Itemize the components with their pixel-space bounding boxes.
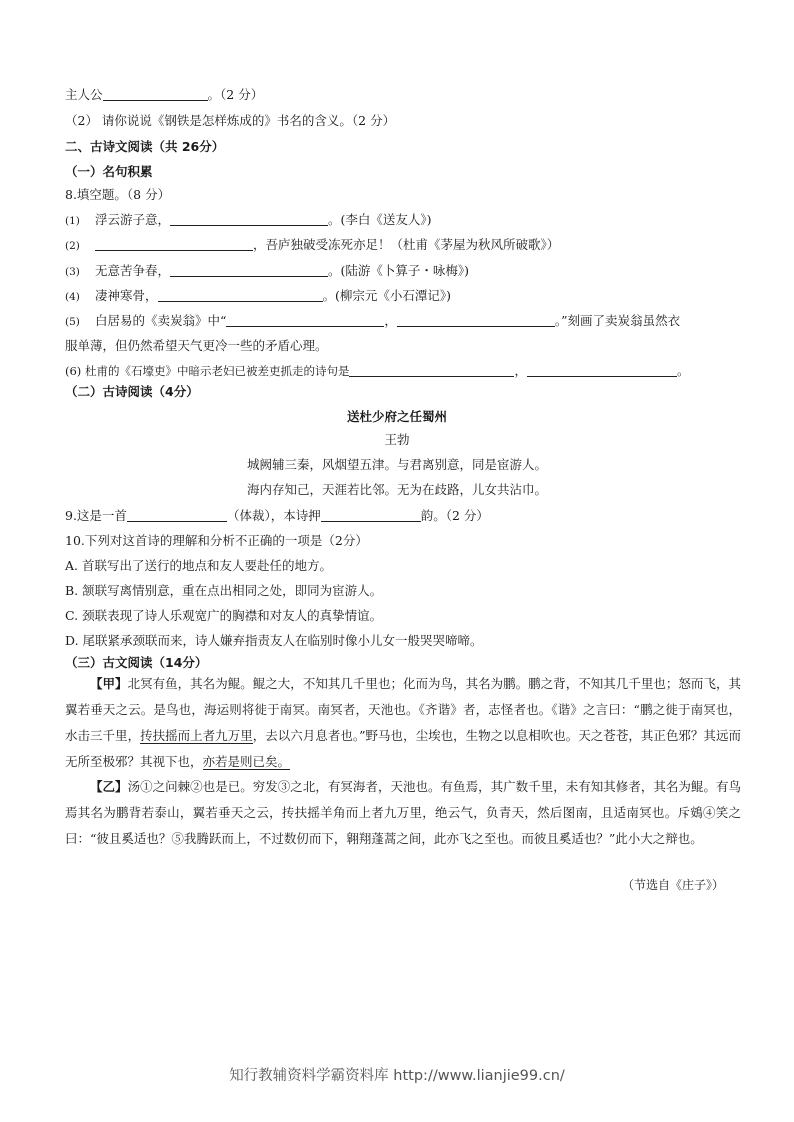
- option-d[interactable]: D. 尾联紧承颈联而来，诗人嫌弃指责友人在临别时像小儿女一般哭哭啼啼。: [65, 633, 483, 648]
- subsection-title: （三）古文阅读（14分）: [65, 655, 208, 670]
- option-b[interactable]: B. 颔联写离情别意，重在点出相同之处，即同为宦游人。: [65, 583, 383, 598]
- item-text: 。: [676, 363, 690, 378]
- fill-item: [65, 211, 432, 230]
- fill-item: [65, 312, 680, 331]
- question-line: [65, 507, 489, 525]
- poem-line: 海内存知己，天涯若比邻。无为在歧路，儿女共沾巾。: [246, 482, 547, 497]
- answer-blank[interactable]: [95, 237, 253, 251]
- question-line: 10.下列对这首诗的理解和分析不正确的一项是（2分）: [65, 533, 368, 548]
- source-citation: （节选自《庄子》）: [621, 878, 724, 892]
- answer-blank[interactable]: [170, 212, 328, 226]
- fill-item: [65, 236, 559, 255]
- fill-item: [65, 262, 469, 281]
- question-text: 主人公: [65, 87, 103, 102]
- passage-text: ，去以六月息者也。”野马也，尘埃也，生物之以息相吹也。天之苍苍，其正色邪？其远而无所至极邪？其视下也，: [65, 728, 741, 769]
- question-text: 韵。（2 分）: [420, 508, 489, 523]
- question-text: 9.这是一首: [65, 508, 127, 523]
- passage-text: 汤①之问棘②也是已。穷发③之北，有冥海者，天池也。有鱼焉，其广数千里，未有知其修者，其名为鲲。有鸟焉其名为鹏背若泰山，翼若垂天之云，抟扶摇羊角而上者九万里，绝云气，负青天，然后图南，且适南冥也。斥鴳④笑之曰：“彼且奚适也？⑤我腾跃而上，不过数仞而下，翱翔蓬蒿之间，此亦飞之至也。而彼且奚适也？”此小大之辩也。: [65, 779, 741, 846]
- item-number: (1): [65, 215, 80, 227]
- item-text: 。(陆游《卜算子・咏梅》): [328, 263, 470, 278]
- item-text: 白居易的《卖炭翁》中“: [95, 313, 227, 328]
- passage-jia: [65, 671, 741, 775]
- subsection-title: （一）名句积累: [65, 164, 153, 179]
- option-a[interactable]: A. 首联写出了送行的地点和友人要赴任的地方。: [65, 558, 332, 573]
- poem-line: 城阙辅三秦，风烟望五津。与君离别意，同是宦游人。: [246, 457, 547, 472]
- question-text: 。（2 分）: [207, 87, 264, 102]
- question-title: 8.填空题。（8 分）: [65, 187, 171, 202]
- answer-blank[interactable]: [226, 313, 384, 327]
- question-text: （体裁），本诗押: [226, 508, 321, 523]
- passage-yi: [65, 774, 741, 852]
- subsection-title: （二）古诗阅读（4分）: [65, 384, 199, 399]
- passage-label: 【甲】: [90, 676, 128, 691]
- question-line: （2） 请你说说《钢铁是怎样炼成的》书名的含义。（2 分）: [65, 113, 396, 128]
- poem-author: 王勃: [384, 432, 410, 447]
- item-number: (4): [65, 291, 80, 303]
- item-number: (2): [65, 240, 80, 252]
- passage-text: 北冥有鱼，其名为鲲。鲲之大，不知其几千里也；化而为鸟，其名为鹏。鹏之背，不知其几千里也；怒而飞，其翼若垂天之云。是鸟也，海运则将徙于南冥。南冥者，天池也。《齐谐》者，志怪者也。《谐》之言曰：“鹏之徙于南冥也，水击三千里，: [65, 676, 741, 743]
- fill-item-continued: 服单薄，但仍然希望天气更冷一些的矛盾心理。: [65, 338, 328, 353]
- answer-blank[interactable]: [321, 508, 421, 522]
- item-text: 。(李白《送友人》): [328, 212, 432, 227]
- item-number: (5): [65, 316, 80, 328]
- answer-blank[interactable]: [397, 313, 555, 327]
- answer-blank[interactable]: [127, 508, 227, 522]
- item-text: ，: [514, 363, 527, 378]
- passage-label: 【乙】: [90, 779, 128, 794]
- item-text: ，: [384, 313, 397, 328]
- item-number: (3): [65, 266, 80, 278]
- item-text: 无意苦争春，: [95, 263, 171, 278]
- section-title: 二、古诗文阅读（共 26分）: [65, 139, 225, 154]
- answer-blank[interactable]: [170, 263, 328, 277]
- fill-item: [65, 287, 451, 306]
- answer-blank[interactable]: [158, 288, 323, 302]
- item-text: 。”刻画了卖炭翁虽然衣: [554, 313, 681, 328]
- item-text: 凄神寒骨，: [95, 288, 158, 303]
- item-text: ，吾庐独破受冻死亦足！（杜甫《茅屋为秋风所破歌》）: [253, 237, 560, 252]
- question-line: [65, 86, 263, 104]
- answer-blank[interactable]: [349, 363, 514, 377]
- item-text: 浮云游子意，: [95, 212, 171, 227]
- answer-blank[interactable]: [527, 363, 677, 377]
- footer-watermark: 知行教辅资料学霸资料库 http://www.lianjie99.cn/: [229, 1068, 565, 1084]
- underlined-phrase: 亦若是则已矣。: [202, 754, 291, 769]
- option-c[interactable]: C. 颈联表现了诗人乐观宽广的胸襟和对友人的真挚情谊。: [65, 608, 383, 623]
- item-text: 。(柳宗元《小石潭记》): [322, 288, 452, 303]
- fill-item: [65, 362, 689, 380]
- poem-title: 送杜少府之任蜀州: [346, 409, 447, 424]
- answer-blank[interactable]: [103, 87, 208, 101]
- underlined-phrase: 抟扶摇而上者九万里: [140, 728, 253, 743]
- item-text: (6) 杜甫的《石壕吏》中暗示老妇已被差吏抓走的诗句是: [65, 364, 350, 378]
